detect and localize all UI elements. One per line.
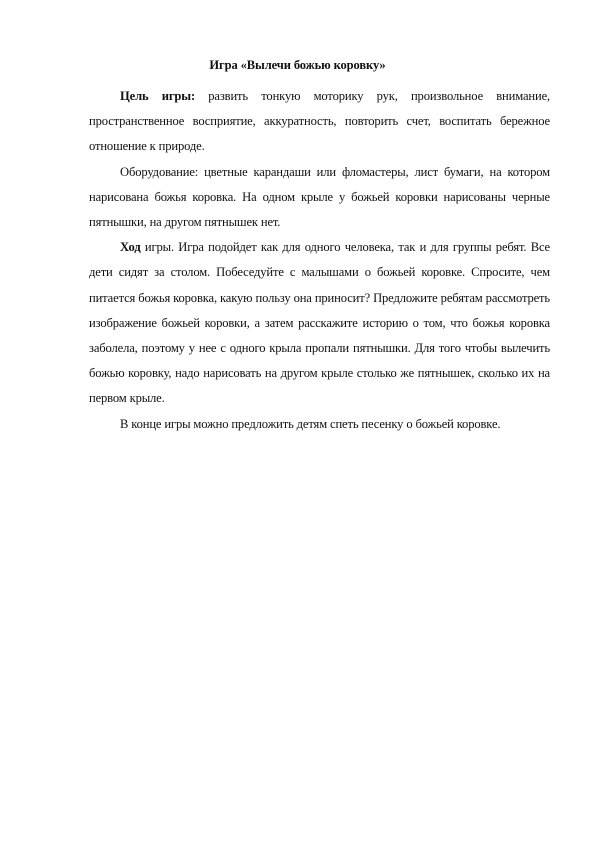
paragraph-text: развить тонкую моторику рук, произвольное внимание, пространственное восприятие, аккуратность, повторить счет, воспитать бережное отношение к природе.	[89, 89, 551, 154]
paragraph-text: Оборудование: цветные карандаши или фломастеры, лист бумаги, на котором нарисована божья коровка. На одном крыле у божьей коровки нарисованы черные пятнышки, на другом пятнышек нет.	[89, 164, 550, 230]
paragraph-equipment	[89, 160, 550, 236]
paragraph-goal	[89, 84, 550, 160]
document-body	[89, 84, 550, 437]
document-title: Игра «Вылечи божью коровку»	[209, 58, 386, 72]
paragraph-lead: Цель игры:	[120, 89, 196, 103]
paragraph-text: игры. Игра подойдет как для одного человека, так и для группы ребят. Все дети сидят за столом. Побеседуйте с малышами о божьей коровке. Спросите, чем питается божья коровка, какую пользу она приносит? Предложите ребятам рассмотреть изображение божьей коровки, а затем расскажите историю о том, что божья коровка заболела, поэтому у нее с одного крыла пропали пятнышки. Для того чтобы вылечить божью коровку, надо нарисовать на другом крыле столько же пятнышек, сколько их на первом крыле.	[89, 240, 550, 406]
paragraph-lead: Ход	[120, 240, 141, 255]
paragraph-game-flow	[89, 235, 550, 411]
paragraph-ending	[89, 412, 550, 437]
paragraph-text: В конце игры можно предложить детям спеть песенку о божьей коровке.	[120, 416, 501, 431]
